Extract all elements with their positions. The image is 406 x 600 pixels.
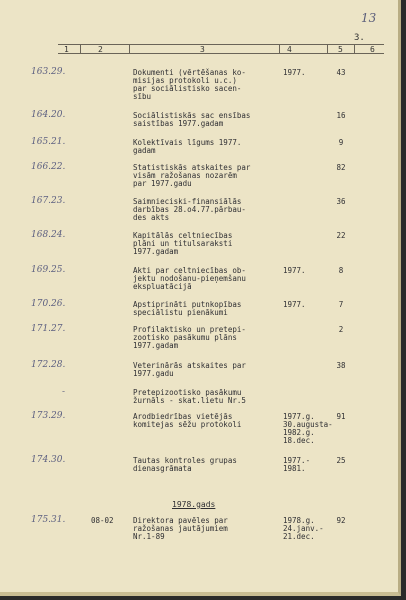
item-sheet-count: 91 (336, 412, 346, 421)
item-number: 168.24. (31, 230, 66, 240)
item-title: Saimnieciski-finansiālās darbības 28.o4.77.pārbau- des akts (133, 197, 246, 222)
item-sheet-count: 38 (336, 361, 346, 370)
item-title: Tautas kontroles grupas dienasgrāmata (133, 456, 237, 473)
item-title: Direktora pavēles par ražošanas jautājumiem Nr.1-89 (133, 516, 228, 541)
item-title: Dokumenti (vērtēšanas ko- misijas protokoli u.c.) par sociālistisko sacen- sību (133, 68, 246, 101)
item-title: Kapitālās celtniecības plāni un titulsaraksti 1977.gadam (133, 231, 233, 256)
item-sheet-count: 82 (336, 163, 346, 172)
item-title: Kolektīvais līgums 1977. gadam (133, 138, 242, 155)
column-number: 6 (370, 45, 375, 54)
item-sheet-count: 9 (338, 138, 344, 147)
item-title: Statistiskās atskaites par visām ražošanas nozarēm par 1977.gadu (133, 163, 251, 188)
header-bottom-rule (58, 53, 384, 54)
column-divider (354, 44, 355, 54)
item-title: Apstiprināti putnkopības speciālistu pienākumi (133, 300, 242, 317)
year-section-heading: 1978.gads (172, 500, 216, 509)
item-sheet-count: 22 (336, 231, 346, 240)
item-number: 163.29. (31, 67, 66, 77)
item-title: Akti par celtniecības ob- jektu nodošanu-pieņemšanu ekspluatācijā (133, 266, 246, 291)
item-sheet-count: 16 (336, 111, 346, 120)
item-title: Sociālistiskās sac ensības saistības 1977.gadam (133, 111, 251, 128)
column-number: 3 (200, 45, 205, 54)
item-sheet-count: 2 (338, 325, 344, 334)
column-number: 5 (338, 45, 343, 54)
item-years: 1977.g. 30.augusta- 1982.g. 18.dec. (283, 412, 333, 445)
item-years: 1977. (283, 266, 306, 275)
item-sheet-count: 36 (336, 197, 346, 206)
item-title: Pretepizootisko pasākumu žurnāls - skat.lietu Nr.5 (133, 388, 246, 405)
sheet-marker: 3. (354, 33, 365, 43)
item-number: 174.30. (31, 455, 66, 465)
item-number: 169.25. (31, 265, 66, 275)
column-divider (327, 44, 328, 54)
header-top-rule (58, 44, 384, 45)
item-title: Veterinārās atskaites par 1977.gadu (133, 361, 246, 378)
item-years: 1977. (283, 68, 306, 77)
item-title: Profilaktisko un pretepi- zootisko pasākumu plāns 1977.gadam (133, 325, 246, 350)
column-divider (80, 44, 81, 54)
column-number: 1 (64, 45, 69, 54)
column-number: 2 (98, 45, 103, 54)
item-sheet-count: 25 (336, 456, 346, 465)
item-number: 164.20. (31, 110, 66, 120)
column-divider (129, 44, 130, 54)
item-number: 175.31. (31, 515, 66, 525)
item-title: Arodbiedrības vietējās komitejas sēžu protokoli (133, 412, 242, 429)
page-number: 13 (361, 11, 377, 25)
item-sheet-count: 8 (338, 266, 344, 275)
item-years: 1977.- 1981. (283, 456, 311, 473)
item-number: 167.23. (31, 196, 66, 206)
item-number: 170.26. (31, 299, 66, 309)
item-number: 171.27. (31, 324, 66, 334)
item-number: 165.21. (31, 137, 66, 147)
item-years: 1977. (283, 300, 306, 309)
item-years: 1978.g. 24.janv.- 21.dec. (283, 516, 324, 541)
item-number: - (62, 387, 66, 397)
item-number: 173.29. (31, 411, 66, 421)
item-sheet-count: 7 (338, 300, 344, 309)
item-sheet-count: 92 (336, 516, 346, 525)
column-divider (279, 44, 280, 54)
item-code: 08-02 (91, 516, 114, 525)
item-number: 172.28. (31, 360, 66, 370)
column-number: 4 (287, 45, 292, 54)
item-number: 166.22. (31, 162, 66, 172)
item-sheet-count: 43 (336, 68, 346, 77)
